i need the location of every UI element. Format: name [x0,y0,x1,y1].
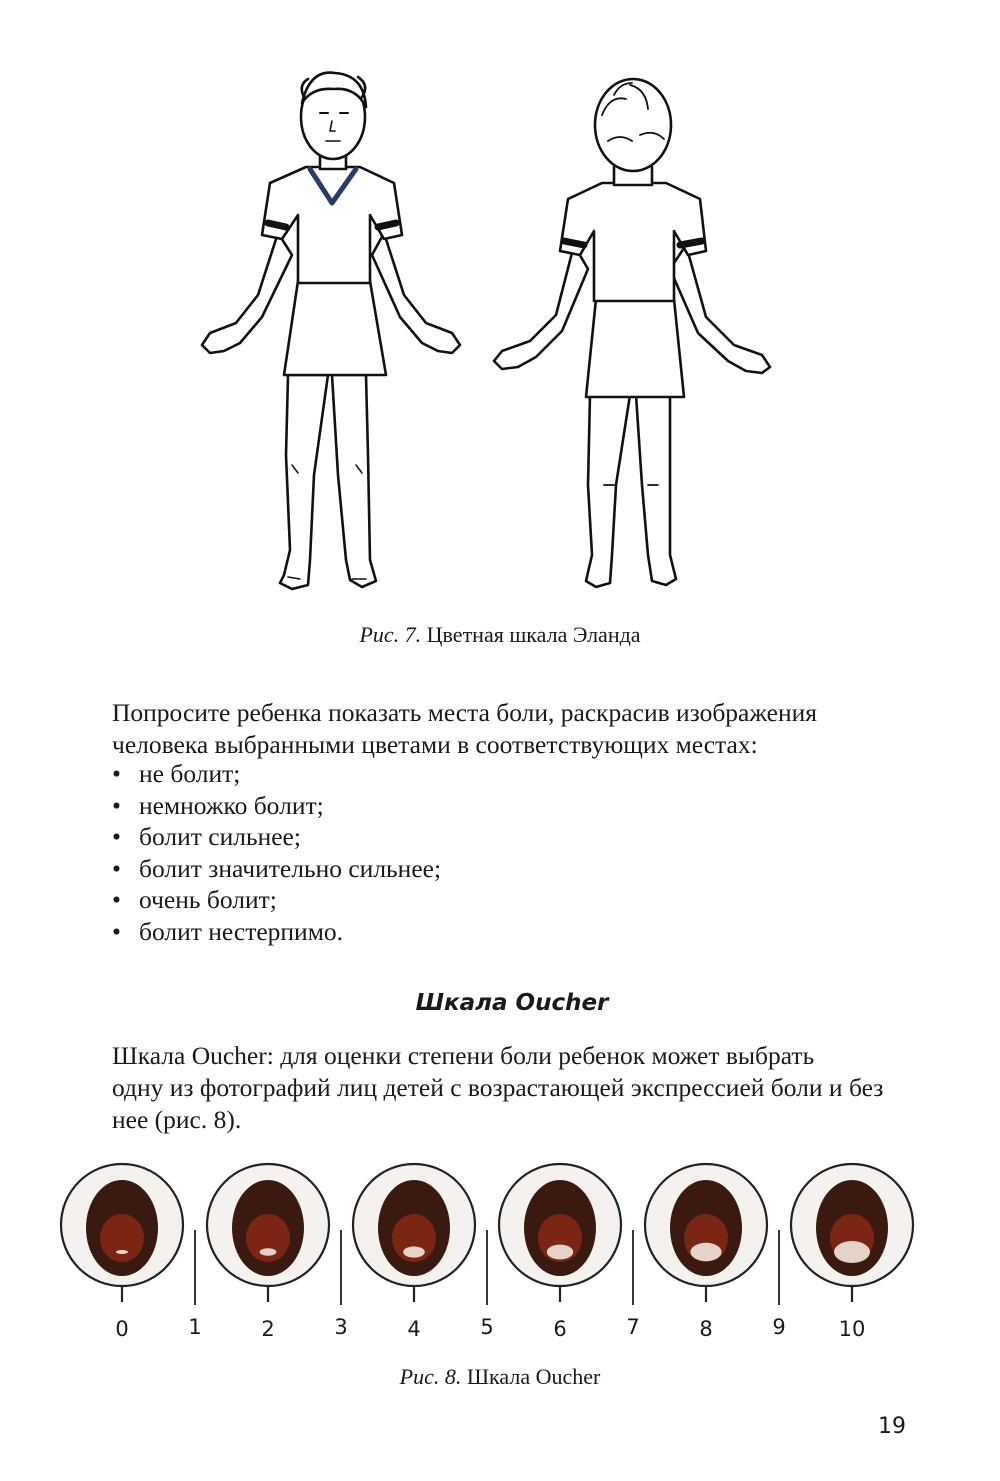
figure8-caption [0,1364,1000,1390]
paragraph-line: Попросите ребенка показать места боли, раскрасив изображения [112,698,817,727]
paragraph-line: нее (рис. 8). [112,1105,242,1134]
paragraph-line: Шкала Oucher: для оценки степени боли ребенок может выбрать [112,1041,815,1070]
scale-label-5: 5 [480,1315,494,1339]
figure8-caption-text: Шкала Oucher [461,1364,601,1389]
scale-label-7: 7 [626,1315,640,1339]
figure7-caption [0,622,1000,648]
scale-label-2: 2 [261,1317,275,1341]
list-item: • болит нестерпимо. [112,916,441,948]
oucher-paragraph [62,1040,922,1136]
eland-body-outline-figure [180,55,820,600]
list-item: • немножко болит; [112,790,441,822]
face-photo-10 [791,1164,913,1286]
list-item: • болит сильнее; [112,821,441,853]
face-photo-2 [207,1164,329,1286]
pain-level-list [112,758,441,947]
scale-label-9: 9 [772,1315,786,1339]
oucher-scale-figure [55,1160,925,1350]
list-item: • очень болит; [112,884,441,916]
page-number: 19 [878,1414,906,1439]
section-title: Шкала Oucher [415,990,609,1016]
back-body-outline [494,79,770,587]
figure7-caption-label: Рис. 7. [359,622,422,647]
figure8-caption-label: Рис. 8. [399,1364,462,1389]
list-item: • не болит; [112,758,441,790]
scale-label-8: 8 [699,1317,713,1341]
scale-label-3: 3 [334,1315,348,1339]
scale-label-1: 1 [188,1315,202,1339]
paragraph-line: одну из фотографий лиц детей с возрастающей экспрессией боли и без [112,1073,884,1102]
face-photo-4 [353,1164,475,1286]
instruction-paragraph [62,697,922,761]
front-body-outline [202,73,460,589]
figure7-caption-text: Цветная шкала Эланда [421,622,641,647]
face-photo-8 [645,1164,767,1286]
scale-label-6: 6 [553,1317,567,1341]
scale-labels [115,1315,865,1341]
scale-label-0: 0 [115,1317,129,1341]
paragraph-line: человека выбранными цветами в соответствующих местах: [112,730,758,759]
list-item: • болит значительно сильнее; [112,853,441,885]
face-photo-6 [499,1164,621,1286]
scale-label-10: 10 [838,1317,866,1341]
scale-label-4: 4 [407,1317,421,1341]
face-photo-0 [61,1164,183,1286]
